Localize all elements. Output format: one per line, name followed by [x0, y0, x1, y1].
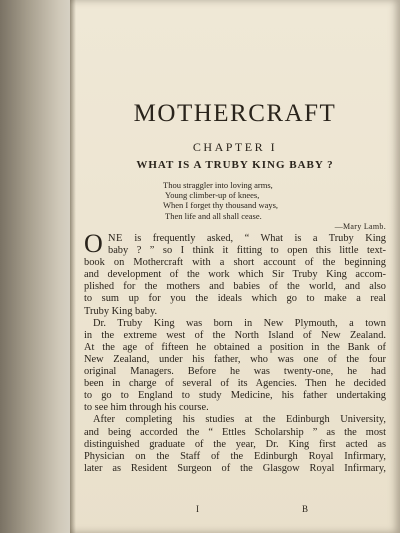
- body-line: distinguished graduate of the year, Dr. King first acted as: [84, 438, 386, 450]
- page-gutter: [70, 0, 76, 533]
- body-line: After completing his studies at the Edinburgh University,: [93, 414, 386, 426]
- body-line: [84, 233, 386, 245]
- verse-attribution: —Mary Lamb.: [334, 222, 386, 231]
- body-text: [84, 229, 386, 475]
- body-line: original Managers. Before he was twenty-one, he had: [84, 366, 386, 378]
- body-line: and development of the work which Sir Truby King accom-: [84, 269, 386, 281]
- verse-line: When I forget thy thousand ways,: [163, 200, 279, 211]
- body-line: later as Resident Surgeon of the Glasgow Royal Infirmary,: [84, 462, 386, 474]
- body-line: to see him through his course.: [84, 402, 209, 414]
- body-line: in the extreme west of the North Island of New Zealand.: [84, 329, 386, 341]
- body-line: At the age of fifteen he obtained a position in the Bank of: [84, 341, 386, 353]
- body-line-text: is frequently asked, “ What is a Truby King: [122, 233, 386, 244]
- signature-mark: B: [302, 504, 309, 514]
- epigraph-verse: [163, 180, 278, 221]
- verse-line: Thou straggler into loving arms,: [163, 180, 273, 190]
- body-line: to go to England to study Medicine, his father undertaking: [84, 390, 386, 402]
- body-line: to sum up for you the ideals which go to make a real: [84, 293, 386, 305]
- body-line: and being accorded the “ Ettles Scholarship ” as the most: [84, 426, 386, 438]
- body-line: plished for the mothers and babies of the world, and also: [84, 281, 386, 293]
- chapter-title: WHAT IS A TRUBY KING BABY ?: [136, 159, 334, 171]
- facing-page-shadow: [0, 0, 78, 533]
- body-line: Truby King baby.: [84, 305, 158, 317]
- body-line: Dr. Truby King was born in New Plymouth, a town: [93, 317, 386, 329]
- verse-line: Young climber-up of knees,: [165, 190, 260, 201]
- drop-cap: O: [84, 229, 103, 258]
- verse-line: Then life and all shall cease.: [165, 210, 262, 221]
- chapter-label: CHAPTER I: [192, 140, 278, 154]
- book-title: MOTHERCRAFT: [133, 100, 337, 127]
- body-line: baby ? ” so I think it fitting to open this little text-: [108, 245, 386, 257]
- body-line: been in charge of several of its Agencies. Then he decided: [84, 378, 386, 390]
- body-line: book on Mothercraft with a short account of the beginning: [84, 257, 386, 269]
- body-line: New Zealand, under his father, who was one of the four: [84, 353, 386, 365]
- page-number: I: [196, 504, 199, 514]
- first-word-rest: NE: [108, 233, 123, 244]
- body-line: Physician on the Staff of the Edinburgh Royal Infirmary,: [84, 450, 386, 462]
